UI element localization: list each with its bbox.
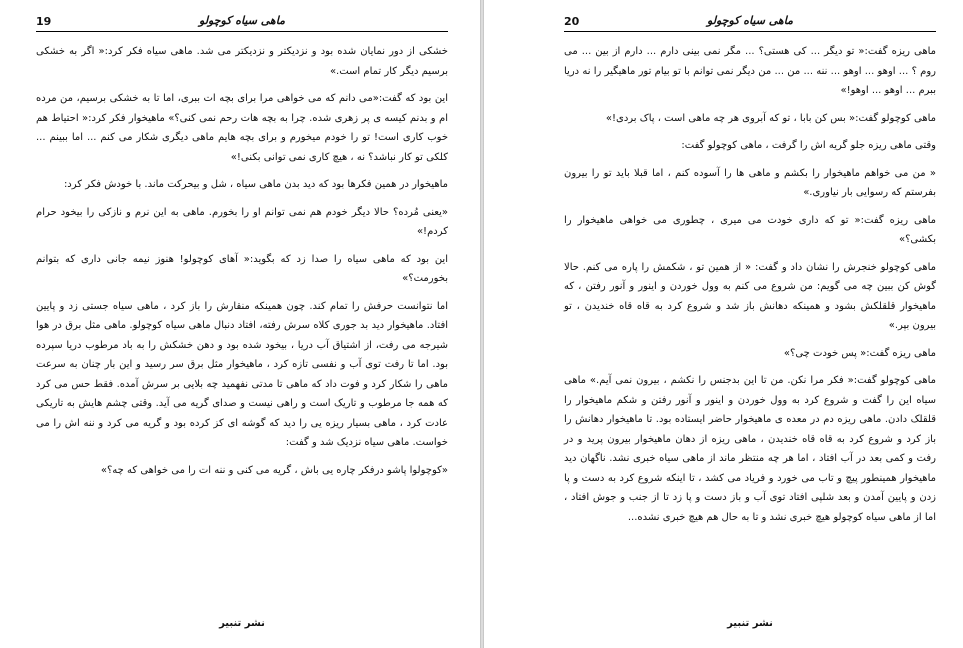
right-page-body (564, 42, 936, 535)
right-running-title: ماهی سیاه کوچولو (707, 14, 793, 27)
left-page-header (36, 14, 448, 32)
paragraph: ماهی کوچولو خنجرش را نشان داد و گفت: « از همین تو ، شکمش را پاره می کنم. حالا گوش کن ببین چه می گویم: من شروع می کنم به وول خوردن و اینور و آنور رفتن ، که ماهیخوار قلقلکش بشود و همینکه دهانش باز شد و شروع کرد به قاه قاه خندیدن ، تو بیرون بپر.» (564, 261, 936, 331)
paragraph: وقتی ماهی ریزه جلو گریه اش را گرفت ، ماهی کوچولو گفت: (681, 140, 936, 151)
left-page-number: 19 (36, 15, 52, 28)
right-page-header (564, 14, 936, 32)
left-running-title: ماهی سیاه کوچولو (199, 14, 285, 27)
paragraph: « من می خواهم ماهیخوار را بکشم و ماهی ها را آسوده کنم ، اما قبلا باید تو را بیرون بفرستم که رسوایی بار نیاوری.» (564, 167, 936, 198)
paragraph: ماهی کوچولو گفت:« بس کن بابا ، تو که آبروی هر چه ماهی است ، پاک بردی!» (605, 112, 936, 124)
left-page-footer: نشر تنبیر (219, 618, 265, 629)
paragraph: اما نتوانست حرفش را تمام کند. چون همینکه منقارش را باز کرد ، ماهی سیاه جستی زد و پایین افتاد. ماهیخوار دید بد جوری کلاه سرش رفته، افتاد دنبال ماهی سیاه کوچولو. ماهی مثل برق در هوا شیرجه می رفت، از اشتیاق آب دریا ، بیخود شده بود و دهن خشکش را به باد مرطوب دریا سپرده بود. اما تا رفت توی آب و نفسی تازه کرد ، ماهیخوار مثل برق سر رسید و این بار چنان به سرعت ماهی را شکار کرد و فوت داد که ماهی تا مدتی نفهمید چه بلایی بر سرش آمده. فقط حس می کرد که همه جا مرطوب و تاریک است و راهی نیست و صدای گریه می آید. وقتی چشم هایش به تاریکی عادت کرد ، ماهی بسیار ریزه یی را دید که گوشه ای کز کرده بود و گریه می کرد و ننه اش را می خواست. ماهی سیاه نزدیک شد و گفت: (36, 300, 448, 448)
right-page-footer: نشر تنبیر (727, 618, 773, 629)
paragraph: ماهی ریزه گفت:« تو که داری خودت می میری ، چطوری می خواهی ماهیخوار را بکشی؟» (564, 214, 936, 245)
paragraph: ماهی ریزه گفت:« پس خودت چی؟» (783, 347, 936, 359)
paragraph: این بود که گفت:«می دانم که می خواهی مرا برای بچه ات ببری، اما تا به خشکی برسیم، من مرده ام و بدنم کیسه ی پر زهری شده. چرا به بچه هات رحم نمی کنی؟» ماهیخوار فکر کرد:« احتیاط هم خوب کاری است! تو را خودم میخورم و برای بچه هایم ماهی دیگری شکار می کنم ... اما ببینم ... کلکی تو کار نباشد؟ نه ، هیچ کاری نمی توانی بکنی!» (36, 93, 448, 163)
left-page-body (36, 42, 448, 488)
paragraph: ماهیخوار در همین فکرها بود که دید بدن ماهی سیاه ، شل و بیحرکت ماند. با خودش فکر کرد: (63, 179, 448, 190)
right-page-number: 20 (564, 15, 580, 28)
paragraph: ماهی کوچولو گفت:« فکر مرا نکن. من تا این بدجنس را نکشم ، بیرون نمی آیم.» ماهی سیاه این را گفت و شروع کرد به وول خوردن و اینور و آنور رفتن و شکم ماهیخوار را قلقلک دادن. ماهی ریزه دم در معده ی ماهیخوار حاضر ایستاده بود. تا ماهیخوار دهانش را باز کرد و شروع کرد به قاه قاه خندیدن ، ماهی ریزه از دهان ماهیخوار بیرون پرید و در رفت و کمی بعد در آب افتاد ، اما هر چه منتظر ماند از ماهی سیاه خبری نشد. ناگهان دید ماهیخوار همینطور پیچ و تاب می خورد و فریاد می کشد ، تا اینکه شروع کرد به دست و پا زدن و پایین آمدن و بعد شلپی افتاد توی آب و باز دست و پا زد تا از جنب و جوش افتاد ، اما از ماهی سیاه کوچولو هیچ خبری نشد و تا به حال هم هیچ خبری نشده... (564, 375, 936, 523)
paragraph: «یعنی مُرده؟ حالا دیگر خودم هم نمی توانم او را بخورم. ماهی به این نرم و نازکی را بیخود حرام کردم!» (36, 206, 448, 237)
left-page (0, 0, 480, 648)
paragraph: این بود که ماهی سیاه را صدا زد که بگوید:« آهای کوچولو! هنوز نیمه جانی داری که بتوانم بخورمت؟» (36, 253, 448, 284)
paragraph: «کوچولوا پاشو درفکر چاره یی باش ، گریه می کنی و ننه ات را می خواهی که چه؟» (100, 464, 448, 476)
paragraph: ماهی ریزه گفت:« تو دیگر ... کی هستی؟ ... مگر نمی بینی دارم ... دارم از بین ... می روم ؟ ... اوهو ... اوهو ... ننه ... من ... من دیگر نمی توانم با تو بیام تور ماهیگیر را نه دریا ببرم ... اوهو ... اوهو!» (564, 46, 936, 96)
right-page (484, 0, 963, 648)
paragraph: خشکی از دور نمایان شده بود و نزدیکتر و نزدیکتر می شد. ماهی سیاه فکر کرد:« اگر به خشکی برسیم دیگر کار تمام است.» (36, 46, 448, 77)
